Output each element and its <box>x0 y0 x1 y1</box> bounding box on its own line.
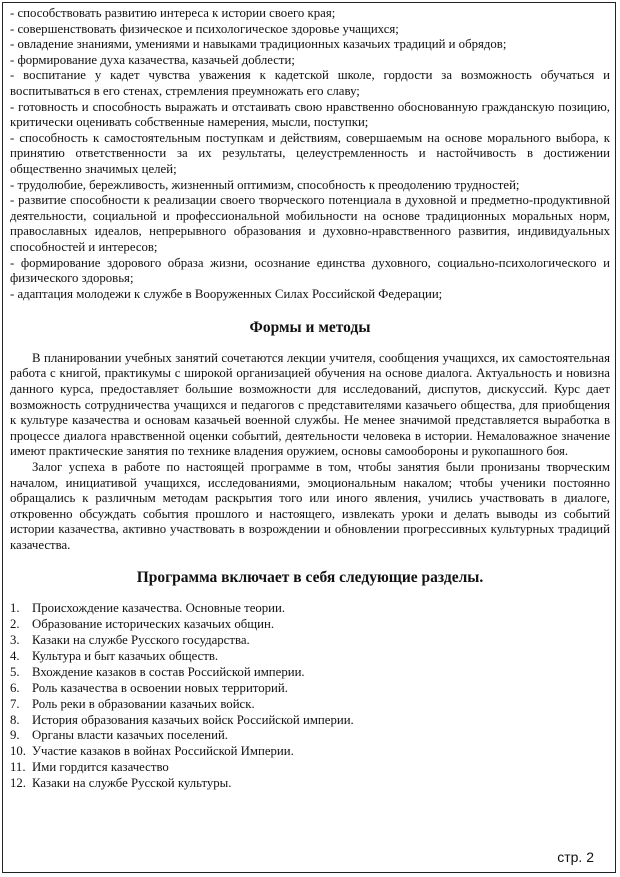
goal-item: - совершенствовать физическое и психологическое здоровье учащихся; <box>10 21 399 36</box>
section-title: Органы власти казачьих поселений. <box>32 728 229 743</box>
program-heading: Программа включает в себя следующие разделы. <box>136 568 484 586</box>
section-number: 1. <box>10 601 20 616</box>
section-title: Участие казаков в войнах Российской Империи. <box>32 744 294 759</box>
section-title: Роль реки в образовании казачьих войск. <box>32 696 255 711</box>
section-title: Вхождение казаков в состав Российской империи. <box>32 664 305 679</box>
section-title: Культура и быт казачьих обществ. <box>32 648 219 663</box>
forms-paragraph: В планировании учебных занятий сочетаются лекции учителя, сообщения учащихся, их самостоятельная работа с книгой, практикумы с широкой организацией обучения на основе диалога. Актуальность и новизна данного курса, предоставляет большие возможности для исследований, диспутов, дискуссий. Курс дает возможность сотрудничества учащихся и педагогов с представителями казачьего общества, для приобщения к культуре казачества и основам казачьей военной службы. Не менее значимой представляется выработка в процессе диалога нравственной оценки событий, деятельности человека в истории. Немаловажное значение имеют практические занятия по технике владения оружием, основы самообороны и рукопашного боя. <box>10 350 610 459</box>
section-item <box>10 744 610 760</box>
forms-heading: Формы и методы <box>249 319 371 337</box>
section-item <box>10 681 610 697</box>
document-body <box>10 6 610 792</box>
section-number: 3. <box>10 633 20 647</box>
section-item <box>10 617 610 633</box>
section-item <box>10 665 610 681</box>
section-item <box>10 713 610 729</box>
section-item <box>10 633 610 649</box>
goals-list <box>10 6 610 302</box>
goal-item: - формирование здорового образа жизни, осознание единства духовного, социально-психологического и физического здоровья; <box>10 255 610 286</box>
section-title: Роль казачества в освоении новых территорий. <box>32 680 288 695</box>
section-number: 7. <box>10 696 20 711</box>
goal-item: - овладение знаниями, умениями и навыками традиционных казачьих традиций и обрядов; <box>10 37 507 52</box>
goal-item: - адаптация молодежи к службе в Вооруженных Силах Российской Федерации; <box>10 286 443 301</box>
section-number: 4. <box>10 648 20 663</box>
section-title: Казаки на службе Русской культуры. <box>32 776 232 791</box>
section-title: Происхождение казачества. Основные теории. <box>32 601 286 616</box>
goal-item: - готовность и способность выражать и отстаивать свою нравственно обоснованную гражданскую позицию, критически оценивать собственные намерения, мысли, поступки; <box>10 99 610 130</box>
section-item <box>10 697 610 713</box>
section-item <box>10 601 610 617</box>
section-item <box>10 776 610 792</box>
section-title: История образования казачьих войск Российской империи. <box>32 712 354 727</box>
section-title: Ими гордится казачество <box>32 760 169 775</box>
section-item <box>10 728 610 744</box>
forms-paragraph: Залог успеха в работе по настоящей программе в том, чтобы занятия были пронизаны творческим началом, инициативой учащихся, исследованиями, эмоциональным накалом; чтобы ученики постоянно обращались к различным методам раскрытия того или иного явления, учились участвовать в диалоге, откровенно обсуждать события прошлого и настоящего, извлекать уроки и делать выводы из событий истории казачества, активно участвовать в возрождении и обновлении прогрессивных культурных традиций казачества. <box>10 460 610 552</box>
goal-item: - формирование духа казачества, казачьей доблести; <box>10 52 295 67</box>
section-number: 8. <box>10 712 20 727</box>
section-number: 11. <box>10 760 26 775</box>
section-number: 6. <box>10 680 20 695</box>
goal-item: - способствовать развитию интереса к истории своего края; <box>10 6 336 20</box>
page-number: стр. 2 <box>557 849 594 865</box>
section-number: 5. <box>10 664 20 679</box>
section-title: Казаки на службе Русского государства. <box>32 633 250 647</box>
section-item <box>10 760 610 776</box>
section-number: 10. <box>10 744 26 759</box>
section-number: 9. <box>10 728 20 743</box>
goal-item: - способность к самостоятельным поступкам и действиям, совершаемым на основе морального выбора, к принятию ответственности за их результаты, целеустремленность и настойчивость в достижении общественно значимых целей; <box>10 130 610 176</box>
goal-item: - развитие способности к реализации своего творческого потенциала в духовной и предметно-продуктивной деятельности, социальной и профессиональной мобильности на основе традиционных моральных норм, православных идеалов, непрерывного образования и духовно-нравственного развития, индивидуальных способностей и интересов; <box>10 193 610 254</box>
goal-item: - трудолюбие, бережливость, жизненный оптимизм, способность к преодолению трудностей; <box>10 177 520 192</box>
goal-item: - воспитание у кадет чувства уважения к кадетской школе, гордости за возможность обучаться и воспитываться в его стенах, стремления преумножать его славу; <box>10 68 610 98</box>
section-number: 2. <box>10 617 20 632</box>
section-number: 12. <box>10 776 26 791</box>
section-item <box>10 649 610 665</box>
sections-list <box>10 601 610 792</box>
section-title: Образование исторических казачьих общин. <box>32 617 275 632</box>
